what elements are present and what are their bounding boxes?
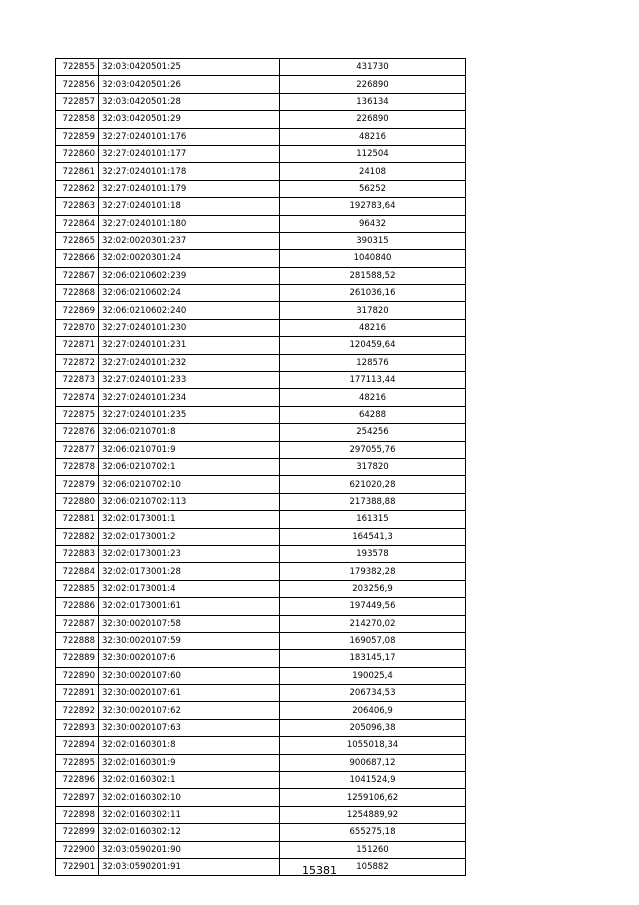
cadastral-number-cell: 32:02:0173001:28 <box>99 563 280 580</box>
cadastral-number-cell: 32:30:0020107:6 <box>99 650 280 667</box>
cadastral-number-cell: 32:02:0160301:8 <box>99 737 280 754</box>
row-number-cell: 722857 <box>56 93 99 110</box>
row-number-cell: 722860 <box>56 145 99 162</box>
cadastral-value-cell: 1259106,62 <box>280 789 466 806</box>
table-row <box>56 389 466 406</box>
cadastral-number-cell: 32:03:0590201:91 <box>99 858 280 875</box>
row-number-cell: 722883 <box>56 545 99 562</box>
table-row <box>56 198 466 215</box>
table-row <box>56 563 466 580</box>
table-row <box>56 302 466 319</box>
row-number-cell: 722874 <box>56 389 99 406</box>
table-row <box>56 650 466 667</box>
table-row <box>56 424 466 441</box>
cadastral-value-cell: 151260 <box>280 841 466 858</box>
table-row <box>56 824 466 841</box>
page-number: 15381 <box>302 864 337 877</box>
cadastral-number-cell: 32:06:0210602:239 <box>99 267 280 284</box>
table-row <box>56 806 466 823</box>
table-row <box>56 598 466 615</box>
cadastral-number-cell: 32:30:0020107:62 <box>99 702 280 719</box>
table-row <box>56 93 466 110</box>
cadastral-number-cell: 32:03:0590201:90 <box>99 841 280 858</box>
cadastral-number-cell: 32:03:0420501:26 <box>99 76 280 93</box>
table-row <box>56 319 466 336</box>
cadastral-value-cell: 217388,88 <box>280 493 466 510</box>
cadastral-value-cell: 96432 <box>280 215 466 232</box>
row-number-cell: 722898 <box>56 806 99 823</box>
row-number-cell: 722888 <box>56 632 99 649</box>
cadastral-number-cell: 32:27:0240101:177 <box>99 145 280 162</box>
table-row <box>56 580 466 597</box>
cadastral-value-cell: 203256,9 <box>280 580 466 597</box>
cadastral-number-cell: 32:06:0210702:10 <box>99 476 280 493</box>
cadastral-value-cell: 900687,12 <box>280 754 466 771</box>
cadastral-value-table <box>55 58 466 876</box>
cadastral-number-cell: 32:30:0020107:60 <box>99 667 280 684</box>
cadastral-value-cell: 48216 <box>280 389 466 406</box>
table-row <box>56 476 466 493</box>
cadastral-value-cell: 390315 <box>280 232 466 249</box>
row-number-cell: 722893 <box>56 719 99 736</box>
row-number-cell: 722882 <box>56 528 99 545</box>
cadastral-number-cell: 32:30:0020107:63 <box>99 719 280 736</box>
table-row <box>56 111 466 128</box>
row-number-cell: 722859 <box>56 128 99 145</box>
cadastral-value-cell: 297055,76 <box>280 441 466 458</box>
cadastral-value-cell: 206406,9 <box>280 702 466 719</box>
cadastral-number-cell: 32:03:0420501:25 <box>99 59 280 76</box>
cadastral-value-cell: 206734,53 <box>280 685 466 702</box>
cadastral-number-cell: 32:02:0020301:24 <box>99 250 280 267</box>
cadastral-value-cell: 281588,52 <box>280 267 466 284</box>
cadastral-value-cell: 254256 <box>280 424 466 441</box>
cadastral-value-cell: 179382,28 <box>280 563 466 580</box>
row-number-cell: 722879 <box>56 476 99 493</box>
row-number-cell: 722873 <box>56 372 99 389</box>
cadastral-number-cell: 32:06:0210602:24 <box>99 285 280 302</box>
cadastral-number-cell: 32:02:0160301:9 <box>99 754 280 771</box>
cadastral-value-cell: 120459,64 <box>280 337 466 354</box>
row-number-cell: 722867 <box>56 267 99 284</box>
cadastral-number-cell: 32:27:0240101:179 <box>99 180 280 197</box>
cadastral-value-cell: 177113,44 <box>280 372 466 389</box>
table-row <box>56 685 466 702</box>
cadastral-number-cell: 32:30:0020107:58 <box>99 615 280 632</box>
cadastral-value-cell: 169057,08 <box>280 632 466 649</box>
table-row <box>56 232 466 249</box>
cadastral-number-cell: 32:27:0240101:178 <box>99 163 280 180</box>
cadastral-number-cell: 32:06:0210701:9 <box>99 441 280 458</box>
cadastral-number-cell: 32:27:0240101:180 <box>99 215 280 232</box>
row-number-cell: 722856 <box>56 76 99 93</box>
table-row <box>56 145 466 162</box>
row-number-cell: 722901 <box>56 858 99 875</box>
cadastral-value-cell: 161315 <box>280 511 466 528</box>
cadastral-number-cell: 32:30:0020107:61 <box>99 685 280 702</box>
cadastral-value-cell: 128576 <box>280 354 466 371</box>
row-number-cell: 722894 <box>56 737 99 754</box>
cadastral-number-cell: 32:02:0160302:12 <box>99 824 280 841</box>
row-number-cell: 722897 <box>56 789 99 806</box>
row-number-cell: 722868 <box>56 285 99 302</box>
row-number-cell: 722891 <box>56 685 99 702</box>
table-row <box>56 128 466 145</box>
row-number-cell: 722872 <box>56 354 99 371</box>
cadastral-number-cell: 32:06:0210702:1 <box>99 458 280 475</box>
row-number-cell: 722869 <box>56 302 99 319</box>
table-row <box>56 772 466 789</box>
cadastral-value-cell: 205096,38 <box>280 719 466 736</box>
table-row <box>56 615 466 632</box>
cadastral-number-cell: 32:27:0240101:234 <box>99 389 280 406</box>
row-number-cell: 722900 <box>56 841 99 858</box>
cadastral-number-cell: 32:27:0240101:18 <box>99 198 280 215</box>
cadastral-number-cell: 32:03:0420501:28 <box>99 93 280 110</box>
cadastral-value-cell: 226890 <box>280 111 466 128</box>
cadastral-value-cell: 226890 <box>280 76 466 93</box>
cadastral-value-cell: 1254889,92 <box>280 806 466 823</box>
row-number-cell: 722887 <box>56 615 99 632</box>
cadastral-value-cell: 24108 <box>280 163 466 180</box>
table-row <box>56 337 466 354</box>
row-number-cell: 722861 <box>56 163 99 180</box>
row-number-cell: 722885 <box>56 580 99 597</box>
row-number-cell: 722877 <box>56 441 99 458</box>
cadastral-number-cell: 32:27:0240101:232 <box>99 354 280 371</box>
cadastral-number-cell: 32:27:0240101:230 <box>99 319 280 336</box>
cadastral-number-cell: 32:02:0173001:2 <box>99 528 280 545</box>
row-number-cell: 722881 <box>56 511 99 528</box>
row-number-cell: 722855 <box>56 59 99 76</box>
row-number-cell: 722895 <box>56 754 99 771</box>
cadastral-value-cell: 136134 <box>280 93 466 110</box>
table-row <box>56 737 466 754</box>
row-number-cell: 722878 <box>56 458 99 475</box>
cadastral-number-cell: 32:02:0173001:23 <box>99 545 280 562</box>
row-number-cell: 722875 <box>56 406 99 423</box>
table-row <box>56 354 466 371</box>
cadastral-value-cell: 317820 <box>280 458 466 475</box>
table-row <box>56 406 466 423</box>
row-number-cell: 722876 <box>56 424 99 441</box>
cadastral-value-cell: 105882 <box>280 858 466 875</box>
cadastral-value-cell: 197449,56 <box>280 598 466 615</box>
cadastral-number-cell: 32:02:0173001:1 <box>99 511 280 528</box>
table-row <box>56 667 466 684</box>
table-row <box>56 528 466 545</box>
cadastral-number-cell: 32:27:0240101:176 <box>99 128 280 145</box>
row-number-cell: 722870 <box>56 319 99 336</box>
cadastral-value-cell: 193578 <box>280 545 466 562</box>
row-number-cell: 722899 <box>56 824 99 841</box>
cadastral-number-cell: 32:27:0240101:233 <box>99 372 280 389</box>
cadastral-number-cell: 32:02:0173001:4 <box>99 580 280 597</box>
table-row <box>56 285 466 302</box>
cadastral-number-cell: 32:06:0210702:113 <box>99 493 280 510</box>
table-body <box>56 59 466 876</box>
table-row <box>56 250 466 267</box>
row-number-cell: 722858 <box>56 111 99 128</box>
cadastral-value-cell: 1041524,9 <box>280 772 466 789</box>
table-row <box>56 180 466 197</box>
row-number-cell: 722863 <box>56 198 99 215</box>
table-row <box>56 59 466 76</box>
table-row <box>56 632 466 649</box>
row-number-cell: 722864 <box>56 215 99 232</box>
row-number-cell: 722892 <box>56 702 99 719</box>
cadastral-value-cell: 1055018,34 <box>280 737 466 754</box>
cadastral-value-cell: 621020,28 <box>280 476 466 493</box>
cadastral-number-cell: 32:27:0240101:235 <box>99 406 280 423</box>
cadastral-number-cell: 32:02:0173001:61 <box>99 598 280 615</box>
row-number-cell: 722862 <box>56 180 99 197</box>
row-number-cell: 722884 <box>56 563 99 580</box>
cadastral-value-cell: 190025,4 <box>280 667 466 684</box>
cadastral-value-cell: 112504 <box>280 145 466 162</box>
cadastral-value-cell: 183145,17 <box>280 650 466 667</box>
table-row <box>56 789 466 806</box>
cadastral-number-cell: 32:02:0160302:11 <box>99 806 280 823</box>
row-number-cell: 722886 <box>56 598 99 615</box>
table-row <box>56 493 466 510</box>
row-number-cell: 722871 <box>56 337 99 354</box>
cadastral-value-cell: 317820 <box>280 302 466 319</box>
table-row <box>56 372 466 389</box>
cadastral-value-cell: 1040840 <box>280 250 466 267</box>
cadastral-value-cell: 431730 <box>280 59 466 76</box>
table-row <box>56 458 466 475</box>
row-number-cell: 722896 <box>56 772 99 789</box>
cadastral-value-cell: 655275,18 <box>280 824 466 841</box>
table-row <box>56 267 466 284</box>
cadastral-value-cell: 56252 <box>280 180 466 197</box>
row-number-cell: 722890 <box>56 667 99 684</box>
cadastral-number-cell: 32:06:0210701:8 <box>99 424 280 441</box>
cadastral-number-cell: 32:03:0420501:29 <box>99 111 280 128</box>
table-row <box>56 841 466 858</box>
table-row <box>56 702 466 719</box>
cadastral-value-cell: 48216 <box>280 319 466 336</box>
cadastral-value-cell: 48216 <box>280 128 466 145</box>
cadastral-value-cell: 64288 <box>280 406 466 423</box>
cadastral-number-cell: 32:06:0210602:240 <box>99 302 280 319</box>
cadastral-number-cell: 32:02:0160302:1 <box>99 772 280 789</box>
row-number-cell: 722889 <box>56 650 99 667</box>
row-number-cell: 722865 <box>56 232 99 249</box>
row-number-cell: 722880 <box>56 493 99 510</box>
table-row <box>56 511 466 528</box>
table-row <box>56 215 466 232</box>
cadastral-number-cell: 32:02:0160302:10 <box>99 789 280 806</box>
cadastral-number-cell: 32:27:0240101:231 <box>99 337 280 354</box>
table-row <box>56 545 466 562</box>
table-row <box>56 719 466 736</box>
cadastral-value-cell: 261036,16 <box>280 285 466 302</box>
cadastral-number-cell: 32:30:0020107:59 <box>99 632 280 649</box>
table-row <box>56 441 466 458</box>
cadastral-value-cell: 164541,3 <box>280 528 466 545</box>
cadastral-value-cell: 214270,02 <box>280 615 466 632</box>
cadastral-number-cell: 32:02:0020301:237 <box>99 232 280 249</box>
row-number-cell: 722866 <box>56 250 99 267</box>
table-row <box>56 754 466 771</box>
cadastral-value-cell: 192783,64 <box>280 198 466 215</box>
table-row <box>56 163 466 180</box>
table-row <box>56 76 466 93</box>
